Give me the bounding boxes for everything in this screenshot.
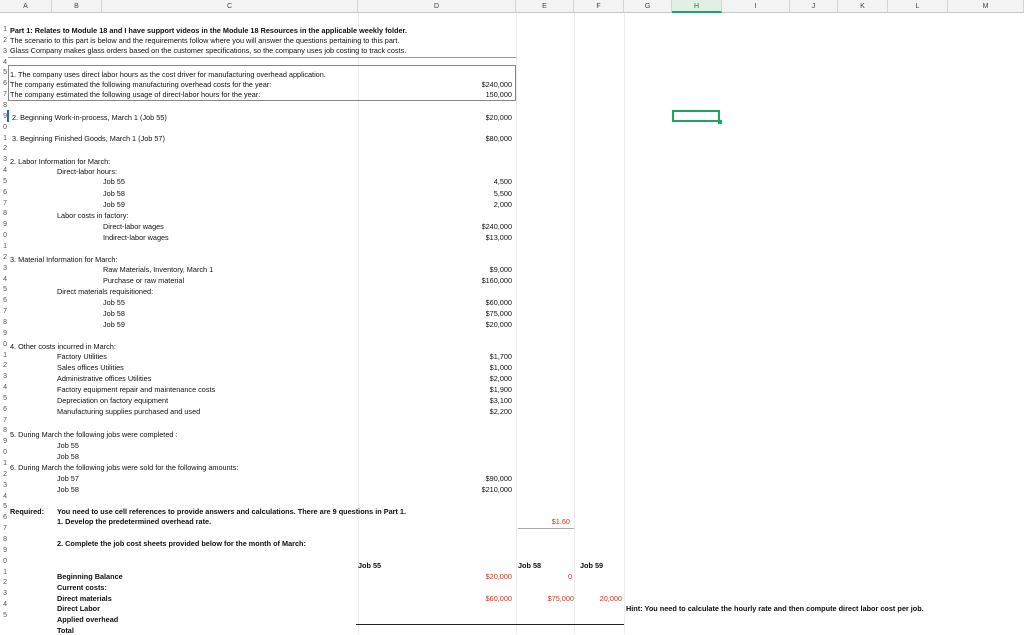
job-label: Job 59 xyxy=(103,200,125,209)
row-number[interactable]: 9 xyxy=(3,112,7,120)
row-number[interactable]: 3 xyxy=(3,373,7,381)
cell-label: 2. Beginning Work-in-process, March 1 (Job 55) xyxy=(12,113,167,122)
part-title: Part 1: Relates to Module 18 and I have support videos in the Module 18 Resources in the applicable weekly folder. xyxy=(10,26,407,35)
required-label: Required: xyxy=(10,507,45,516)
row-number[interactable]: 3 xyxy=(3,47,7,55)
column-header-l[interactable]: L xyxy=(888,0,948,13)
job-row-label: Beginning Balance xyxy=(57,572,123,581)
job-label: Job 58 xyxy=(57,485,79,494)
row-number[interactable]: 3 xyxy=(3,590,7,598)
cost-label: Factory Utilities xyxy=(57,352,107,361)
answer-underline xyxy=(518,528,574,529)
job-label: Job 58 xyxy=(103,189,125,198)
row-number[interactable]: 4 xyxy=(3,58,7,66)
question-1: 1. Develop the predetermined overhead rate. xyxy=(57,517,212,526)
row-number[interactable]: 4 xyxy=(3,275,7,283)
row-number[interactable]: 2 xyxy=(3,470,7,478)
section-box xyxy=(8,65,516,101)
job-header-58: Job 58 xyxy=(518,561,542,570)
job-row-label: Applied overhead xyxy=(57,615,119,624)
column-header-g[interactable]: G xyxy=(624,0,672,13)
row-number[interactable]: 3 xyxy=(3,264,7,272)
job-header-59: Job 59 xyxy=(580,561,604,570)
cost-label: Administrative offices Utilities xyxy=(57,374,152,383)
column-header-m[interactable]: M xyxy=(948,0,1024,13)
row-number[interactable]: 1 xyxy=(3,351,7,359)
column-header-c[interactable]: C xyxy=(102,0,358,13)
row-number[interactable]: 8 xyxy=(3,427,7,435)
gridline xyxy=(358,13,359,634)
cell-label: Purchase or raw material xyxy=(103,276,185,285)
cost-value[interactable]: $1,700 xyxy=(489,352,512,361)
cell-value[interactable]: $240,000 xyxy=(481,222,512,231)
row-number[interactable]: 0 xyxy=(3,232,7,240)
row-number[interactable]: 5 xyxy=(3,394,7,402)
cell-label: Direct materials requisitioned: xyxy=(57,287,154,296)
row-number[interactable]: 4 xyxy=(3,601,7,609)
section-heading: 3. Material Information for March: xyxy=(10,255,118,264)
row-number[interactable]: 6 xyxy=(3,188,7,196)
row-number[interactable]: 5 xyxy=(3,611,7,619)
job55-beginning-balance[interactable]: $20,000 xyxy=(485,572,512,581)
hint-text: Hint: You need to calculate the hourly rate and then compute direct labor cost per job. xyxy=(626,604,924,613)
overhead-rate-answer[interactable]: $1.60 xyxy=(551,517,570,526)
row-number[interactable]: 4 xyxy=(3,384,7,392)
cell-value[interactable]: $75,000 xyxy=(485,309,512,318)
cell-value[interactable]: $240,000 xyxy=(481,80,512,89)
column-header-f[interactable]: F xyxy=(574,0,624,13)
job-label: Job 57 xyxy=(57,474,79,483)
job-row-label: Total xyxy=(57,626,74,635)
cell-label: The company estimated the following usage of direct-labor hours for the year: xyxy=(10,90,261,99)
cell-value[interactable]: $90,000 xyxy=(485,474,512,483)
row-number[interactable]: 1 xyxy=(3,243,7,250)
cell-value[interactable]: $20,000 xyxy=(485,320,512,329)
row-number[interactable]: 8 xyxy=(3,318,7,326)
row-number[interactable]: 5 xyxy=(3,286,7,294)
job-label: Job 59 xyxy=(103,320,125,329)
job59-direct-materials[interactable]: 20,000 xyxy=(599,594,622,603)
cost-label: Sales offices Utilities xyxy=(57,363,124,372)
cell-value[interactable]: $13,000 xyxy=(485,233,512,242)
column-header-k[interactable]: K xyxy=(838,0,888,13)
cell-label: Labor costs in factory: xyxy=(57,211,129,220)
column-header-i[interactable]: I xyxy=(722,0,790,13)
row-number[interactable]: 6 xyxy=(3,297,7,305)
job58-direct-materials[interactable]: $75,000 xyxy=(547,594,574,603)
row-number[interactable]: 9 xyxy=(3,438,7,446)
cost-value[interactable]: $3,100 xyxy=(489,396,512,405)
row-number[interactable]: 0 xyxy=(3,123,7,131)
row-number[interactable]: 0 xyxy=(3,340,7,348)
row-number[interactable]: 2 xyxy=(3,579,7,587)
cell-value[interactable]: $9,000 xyxy=(489,265,512,274)
row-number[interactable]: 9 xyxy=(3,221,7,229)
row-number[interactable]: 6 xyxy=(3,514,7,522)
cost-value[interactable]: $2,000 xyxy=(489,374,512,383)
job-label: Job 55 xyxy=(103,177,125,186)
cell-label: The company estimated the following manufacturing overhead costs for the year: xyxy=(10,80,272,89)
cost-value[interactable]: $1,900 xyxy=(489,385,512,394)
job55-direct-materials[interactable]: $60,000 xyxy=(485,594,512,603)
column-header-h[interactable]: H xyxy=(672,0,722,13)
row-number[interactable]: 5 xyxy=(3,69,7,77)
cost-value[interactable]: $2,200 xyxy=(489,407,512,416)
cell-label: 3. Beginning Finished Goods, March 1 (Job 57) xyxy=(12,134,165,143)
required-text: You need to use cell references to provide answers and calculations. There are 9 questions in Part 1. xyxy=(57,507,407,516)
cell-label: Direct-labor wages xyxy=(103,222,164,231)
cell-value[interactable]: $60,000 xyxy=(485,298,512,307)
total-underline xyxy=(356,624,624,625)
row-number[interactable]: 3 xyxy=(3,156,7,164)
column-header-d[interactable]: D xyxy=(358,0,516,13)
cell-value[interactable]: 4,500 xyxy=(493,177,512,186)
row-number[interactable]: 5 xyxy=(3,177,7,185)
row-number[interactable]: 2 xyxy=(3,253,7,261)
job58-beginning-balance[interactable]: 0 xyxy=(567,572,572,581)
column-header-j[interactable]: J xyxy=(790,0,838,13)
job-label: Job 55 xyxy=(103,298,125,307)
cost-value[interactable]: $1,000 xyxy=(489,363,512,372)
cell-value[interactable]: $160,000 xyxy=(481,276,512,285)
row-number[interactable]: 9 xyxy=(3,329,7,337)
row-number[interactable]: 2 xyxy=(3,362,7,370)
row-number[interactable]: 1 xyxy=(3,26,7,33)
row-number[interactable]: 7 xyxy=(3,308,7,316)
job-label: Job 55 xyxy=(57,441,79,450)
cell-value[interactable]: $210,000 xyxy=(481,485,512,494)
divider xyxy=(8,57,516,58)
cell-label: Raw Materials, Inventory, March 1 xyxy=(103,265,214,274)
gridline xyxy=(516,13,517,634)
row-number[interactable]: 1 xyxy=(3,568,7,576)
cost-label: Factory equipment repair and maintenance costs xyxy=(57,385,216,394)
job-row-label: Direct materials xyxy=(57,594,112,603)
gridline xyxy=(624,13,625,634)
column-header-b[interactable]: B xyxy=(52,0,102,13)
cost-label: Manufacturing supplies purchased and used xyxy=(57,407,201,416)
section-heading: 6. During March the following jobs were sold for the following amounts: xyxy=(10,463,239,472)
job-label: Job 58 xyxy=(57,452,79,461)
column-header-e[interactable]: E xyxy=(516,0,574,13)
cell-value[interactable]: $20,000 xyxy=(485,113,512,122)
cost-label: Depreciation on factory equipment xyxy=(57,396,169,405)
cell-value[interactable]: 5,500 xyxy=(493,189,512,198)
section-heading: 4. Other costs incurred in March: xyxy=(10,342,116,351)
row-number[interactable]: 7 xyxy=(3,525,7,533)
row-number[interactable]: 1 xyxy=(3,460,7,467)
row-number[interactable]: 7 xyxy=(3,416,7,424)
section-heading: 2. Labor Information for March: xyxy=(10,157,111,166)
row-number[interactable]: 1 xyxy=(3,134,7,142)
cell-value[interactable]: $80,000 xyxy=(485,134,512,143)
cell-value[interactable]: 2,000 xyxy=(493,200,512,209)
row-number[interactable]: 2 xyxy=(3,145,7,153)
section-heading: 1. The company uses direct labor hours as the cost driver for manufacturing overhead application. xyxy=(10,70,326,79)
row-number[interactable]: 3 xyxy=(3,481,7,489)
row-number[interactable]: 6 xyxy=(3,405,7,413)
column-header-a[interactable]: A xyxy=(0,0,52,13)
cell-label: Indirect-labor wages xyxy=(103,233,169,242)
row-number[interactable]: 7 xyxy=(3,91,7,99)
row-number[interactable]: 8 xyxy=(3,210,7,218)
active-cell-selection[interactable] xyxy=(672,110,720,122)
row-number[interactable]: 8 xyxy=(3,101,7,109)
cell-label: Direct-labor hours: xyxy=(57,167,118,176)
row-number[interactable]: 2 xyxy=(3,36,7,44)
row-marker xyxy=(7,110,9,122)
intro-line: Glass Company makes glass orders based on the customer specifications, so the company uses job costing to track costs. xyxy=(10,46,407,55)
job-row-label: Current costs: xyxy=(57,583,107,592)
job-label: Job 58 xyxy=(103,309,125,318)
row-number[interactable]: 9 xyxy=(3,546,7,554)
section-heading: 5. During March the following jobs were completed : xyxy=(10,430,178,439)
intro-line: The scenario to this part is below and the requirements follow where you will answer the questions pertaining to this part. xyxy=(10,36,400,45)
gridline xyxy=(574,13,575,634)
question-2: 2. Complete the job cost sheets provided below for the month of March: xyxy=(57,539,306,548)
row-number[interactable]: 7 xyxy=(3,199,7,207)
cell-value[interactable]: 150,000 xyxy=(485,90,512,99)
job-header-55: Job 55 xyxy=(358,561,382,570)
job-row-label: Direct Labor xyxy=(57,604,100,613)
row-number[interactable]: 8 xyxy=(3,535,7,543)
row-number[interactable]: 4 xyxy=(3,167,7,175)
row-number[interactable]: 0 xyxy=(3,557,7,565)
row-number[interactable]: 6 xyxy=(3,80,7,88)
row-number[interactable]: 4 xyxy=(3,492,7,500)
row-number[interactable]: 5 xyxy=(3,503,7,511)
row-number[interactable]: 0 xyxy=(3,449,7,457)
